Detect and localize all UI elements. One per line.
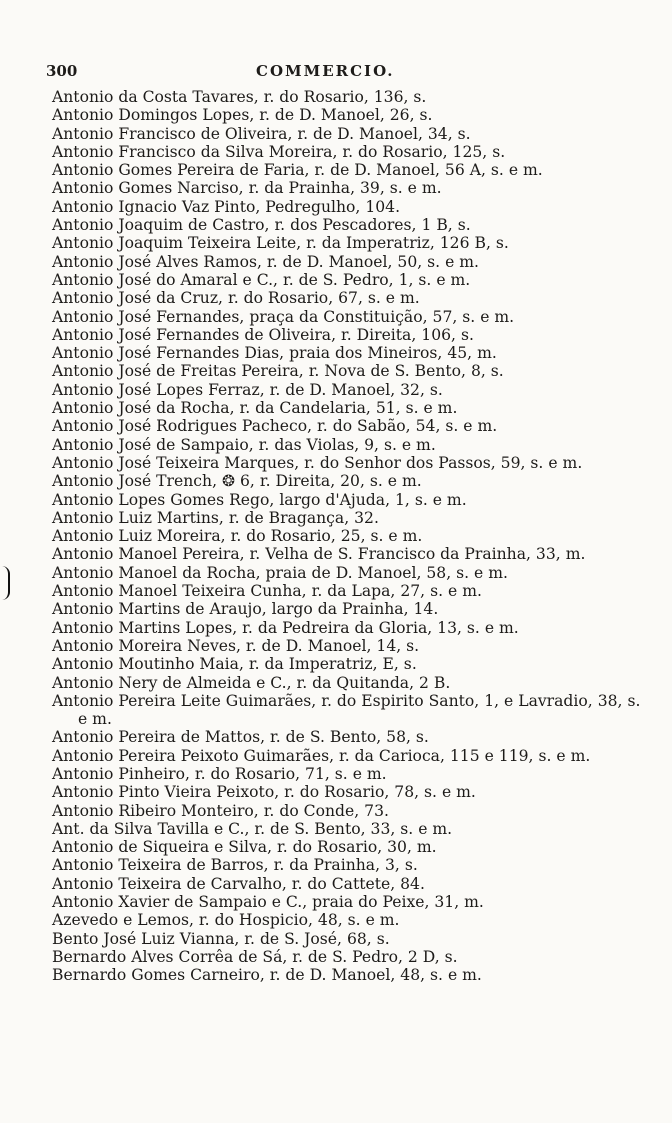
directory-entry: Antonio Teixeira de Carvalho, r. do Cattete, 84. [52, 874, 425, 893]
directory-entry: Antonio Gomes Pereira de Faria, r. de D. Manoel, 56 A, s. e m. [52, 161, 543, 180]
directory-entry: Antonio José da Cruz, r. do Rosario, 67, s. e m. [52, 289, 420, 308]
directory-entry: Antonio Xavier de Sampaio e C., praia do Peixe, 31, m. [52, 893, 484, 912]
directory-entry: Antonio José do Amaral e C., r. de S. Pedro, 1, s. e m. [52, 270, 471, 289]
directory-entry: Antonio Teixeira de Barros, r. da Prainha, 3, s. [52, 856, 418, 875]
directory-entry: Bernardo Gomes Carneiro, r. de D. Manoel, 48, s. e m. [52, 966, 482, 985]
directory-list [48, 88, 648, 985]
directory-entry: Antonio Joaquim de Castro, r. dos Pescadores, 1 B, s. [52, 216, 471, 235]
directory-entry: Antonio José Fernandes, praça da Constituição, 57, s. e m. [52, 307, 515, 326]
directory-entry: Antonio de Siqueira e Silva, r. do Rosario, 30, m. [52, 838, 437, 857]
directory-entry: Antonio José Alves Ramos, r. de D. Manoel, 50, s. e m. [52, 252, 479, 271]
directory-entry: Antonio Moreira Neves, r. de D. Manoel, 14, s. [52, 636, 420, 655]
directory-entry: Antonio Joaquim Teixeira Leite, r. da Imperatriz, 126 B, s. [52, 234, 509, 253]
directory-entry: Antonio José Rodrigues Pacheco, r. do Sabão, 54, s. e m. [52, 417, 498, 436]
directory-entry: Antonio Martins de Araujo, largo da Prainha, 14. [52, 600, 439, 619]
directory-entry: Antonio Pinto Vieira Peixoto, r. do Rosario, 78, s. e m. [52, 783, 476, 802]
directory-entry: Antonio Ignacio Vaz Pinto, Pedregulho, 104. [52, 197, 401, 216]
directory-entry: Antonio José de Sampaio, r. das Violas, 9, s. e m. [52, 435, 436, 454]
margin-bracket-mark [2, 566, 10, 600]
directory-entry: Antonio da Costa Tavares, r. do Rosario, 136, s. [52, 88, 427, 106]
directory-entry: Antonio Pereira Peixoto Guimarães, r. da Carioca, 115 e 119, s. e m. [52, 746, 591, 765]
directory-entry: Antonio Manoel Pereira, r. Velha de S. Francisco da Prainha, 33, m. [52, 545, 586, 564]
directory-entry: Antonio José Trench, ❂ 6, r. Direita, 20, s. e m. [52, 472, 422, 491]
directory-entry: Antonio Manoel Teixeira Cunha, r. da Lapa, 27, s. e m. [52, 582, 482, 601]
directory-entry: Antonio José Teixeira Marques, r. do Senhor dos Passos, 59, s. e m. [52, 453, 583, 472]
directory-entry: Antonio José Lopes Ferraz, r. de D. Manoel, 32, s. [52, 380, 443, 399]
directory-entry: Antonio Martins Lopes, r. da Pedreira da Gloria, 13, s. e m. [52, 618, 519, 637]
directory-entry: Bernardo Alves Corrêa de Sá, r. de S. Pedro, 2 D, s. [52, 947, 458, 966]
directory-entry: Antonio José Fernandes de Oliveira, r. Direita, 106, s. [52, 325, 474, 344]
running-head: COMMERCIO. [256, 62, 395, 80]
directory-entry: Antonio Gomes Narciso, r. da Prainha, 39, s. e m. [52, 179, 442, 198]
directory-entry: Antonio Pereira de Mattos, r. de S. Bento, 58, s. [52, 728, 429, 747]
directory-entry: Antonio Moutinho Maia, r. da Imperatriz, E, s. [52, 655, 417, 674]
directory-entry: Antonio José Fernandes Dias, praia dos Mineiros, 45, m. [52, 344, 497, 363]
directory-entry: Antonio Luiz Moreira, r. do Rosario, 25, s. e m. [52, 527, 423, 546]
page-number: 300 [46, 62, 78, 80]
directory-entry: Antonio José de Freitas Pereira, r. Nova de S. Bento, 8, s. [52, 362, 504, 381]
directory-entry: Antonio Domingos Lopes, r. de D. Manoel, 26, s. [52, 106, 433, 125]
directory-entry: Azevedo e Lemos, r. do Hospicio, 48, s. e m. [52, 911, 400, 930]
directory-entry: Antonio Manoel da Rocha, praia de D. Manoel, 58, s. e m. [52, 563, 508, 582]
directory-entry: Antonio Pereira Leite Guimarães, r. do Espirito Santo, 1, e Lavradio, 38, s. e m. [52, 691, 641, 729]
directory-entry: Antonio Francisco de Oliveira, r. de D. Manoel, 34, s. [52, 124, 471, 143]
directory-entry: Bento José Luiz Vianna, r. de S. José, 68, s. [52, 929, 390, 948]
directory-entry: Antonio Luiz Martins, r. de Bragança, 32. [52, 508, 379, 527]
directory-entry: Antonio Pinheiro, r. do Rosario, 71, s. e m. [52, 764, 387, 783]
directory-entry: Antonio Nery de Almeida e C., r. da Quitanda, 2 B. [52, 673, 451, 692]
directory-entry: Antonio Francisco da Silva Moreira, r. do Rosario, 125, s. [52, 142, 506, 161]
directory-entry: Antonio Ribeiro Monteiro, r. do Conde, 73. [52, 801, 389, 820]
directory-entry: Antonio José da Rocha, r. da Candelaria, 51, s. e m. [52, 399, 458, 418]
directory-entry: Antonio Lopes Gomes Rego, largo d'Ajuda, 1, s. e m. [52, 490, 467, 509]
directory-entry: Ant. da Silva Tavilla e C., r. de S. Bento, 33, s. e m. [52, 819, 453, 838]
page-header [46, 62, 606, 84]
